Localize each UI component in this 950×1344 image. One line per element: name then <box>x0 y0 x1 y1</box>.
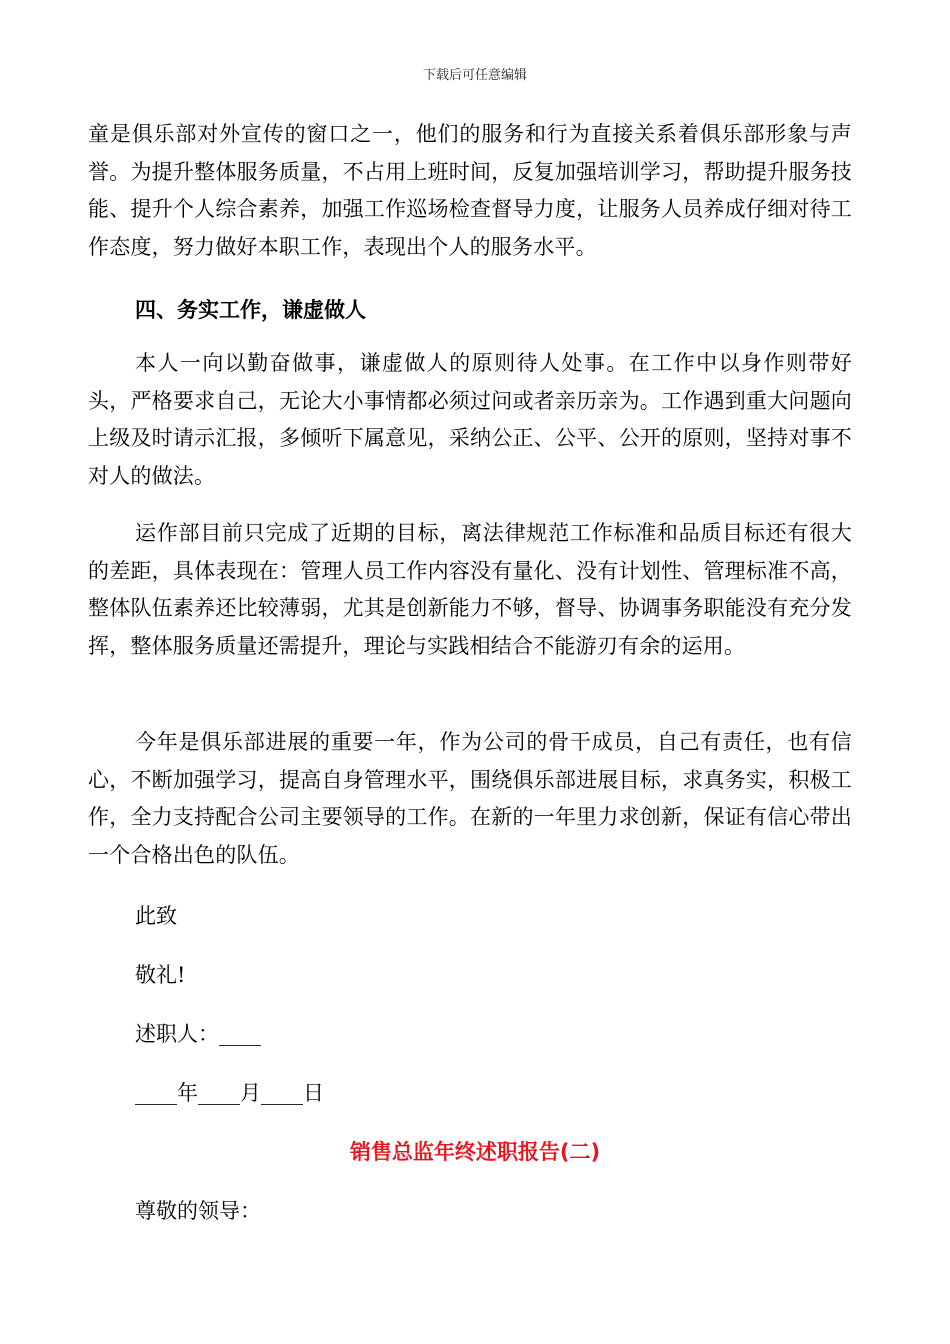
paragraph-shortcomings: 运作部目前只完成了近期的目标，离法律规范工作标准和品质目标还有很大的差距，具体表现在：管理人员工作内容没有量化、没有计划性、管理标准不高，整体队伍素养还比较薄弱，尤其是创新能力不够，督导、协调事务职能没有充分发挥，整体服务质量还需提升，理论与实践相结合不能游刃有余的运用。 <box>88 521 852 658</box>
header-note: 下载后可任意编辑 <box>422 68 527 83</box>
salutation: 尊敬的领导： <box>135 1199 261 1223</box>
closing-line-2: 敬礼! <box>135 963 186 987</box>
date-line: ____年____月____日 <box>135 1081 324 1105</box>
paragraph-work-principle: 本人一向以勤奋做事，谦虚做人的原则待人处事。在工作中以身作则带好头，严格要求自己，无论大小事情都必须过问或者亲历亲为。工作遇到重大问题向上级及时请示汇报，多倾听下属意见，采纳公正、公平、公开的原则，坚持对事不对人的做法。 <box>88 351 852 488</box>
section-heading-4: 四、务实工作，谦虚做人 <box>135 298 366 322</box>
paragraph-service-quality: 童是俱乐部对外宣传的窗口之一，他们的服务和行为直接关系着俱乐部形象与声誉。为提升整体服务质量，不占用上班时间，反复加强培训学习，帮助提升服务技能、提升个人综合素养，加强工作巡场检查督导力度，让服务人员养成仔细对待工作态度，努力做好本职工作，表现出个人的服务水平。 <box>88 122 852 259</box>
closing-line-1: 此致 <box>135 904 177 928</box>
paragraph-new-year-plan: 今年是俱乐部进展的重要一年，作为公司的骨干成员，自己有责任，也有信心，不断加强学习，提高自身管理水平，围绕俱乐部进展目标，求真务实，积极工作，全力支持配合公司主要领导的工作。在新的一年里力求创新，保证有信心带出一个合格出色的队伍。 <box>88 730 852 867</box>
signer-line: 述职人：____ <box>135 1022 261 1046</box>
section-title: 销售总监年终述职报告(二) <box>349 1140 601 1164</box>
